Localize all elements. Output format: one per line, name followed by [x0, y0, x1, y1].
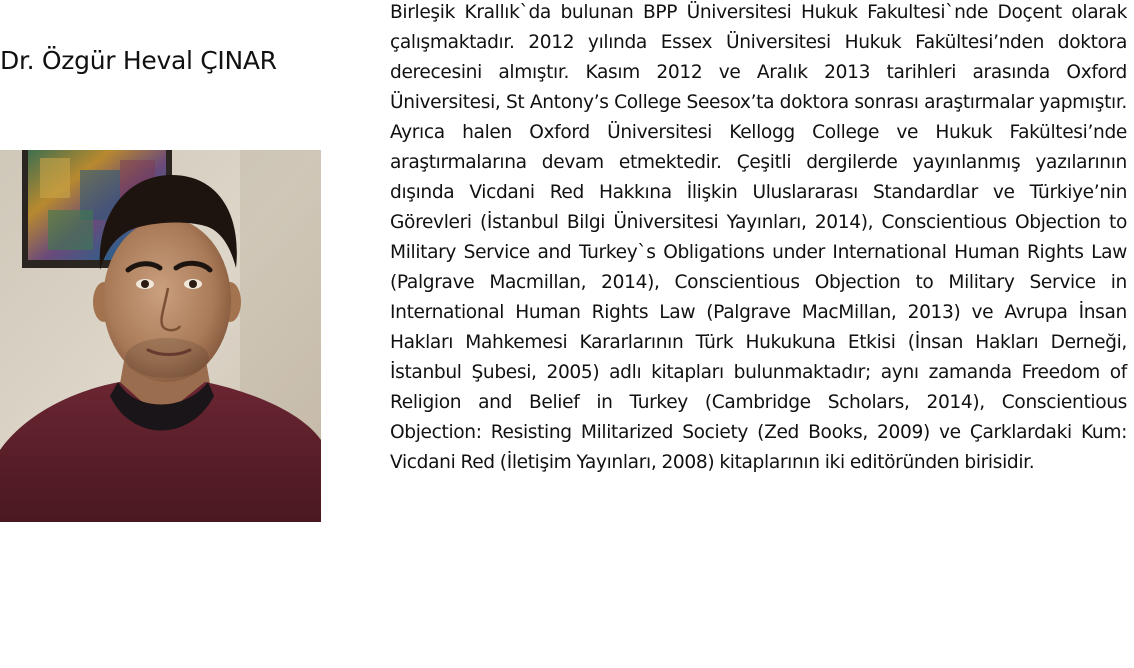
- biography-text: Birleşik Krallık`da bulunan BPP Üniversitesi Hukuk Fakultesi`nde Doçent olarak çalışmaktadır. 2012 yılında Essex Üniversitesi Hukuk Fakültesi’nden doktora derecesini almıştır. Kasım 2012 ve Aralık 2013 tarihleri arasında Oxford Üniversitesi, St Antony’s College Seesox’ta doktora sonrası araştırmalar yapmıştır. Ayrıca halen Oxford Üniversitesi Kellogg College ve Hukuk Fakültesi’nde araştırmalarına devam etmektedir. Çeşitli dergilerde yayınlanmış yazılarının dışında Vicdani Red Hakkına İlişkin Uluslararası Standardlar ve Türkiye’nin Görevleri (İstanbul Bilgi Üniversitesi Yayınları, 2014), Conscientious Objection to Military Service and Turkey`s Obligations under International Human Rights Law (Palgrave Macmillan, 2014), Conscientious Objection to Military Service in International Human Rights Law (Palgrave MacMillan, 2013) ve Avrupa İnsan Hakları Mahkemesi Kararlarının Türk Hukukuna Etkisi (İnsan Hakları Derneği, İstanbul Şubesi, 2005) adlı kitapları bulunmaktadır; aynı zamanda Freedom of Religion and Belief in Turkey (Cambridge Scholars, 2014), Conscientious Objection: Resisting Militarized Society (Zed Books, 2009) ve Çarklardaki Kum: Vicdani Red (İletişim Yayınları, 2008) kitaplarının iki editöründen birisidir.: [390, 2, 1127, 473]
- portrait-photo: [0, 150, 321, 522]
- person-name: Dr. Özgür Heval ÇINAR: [0, 46, 277, 75]
- portrait-illustration: [0, 150, 321, 522]
